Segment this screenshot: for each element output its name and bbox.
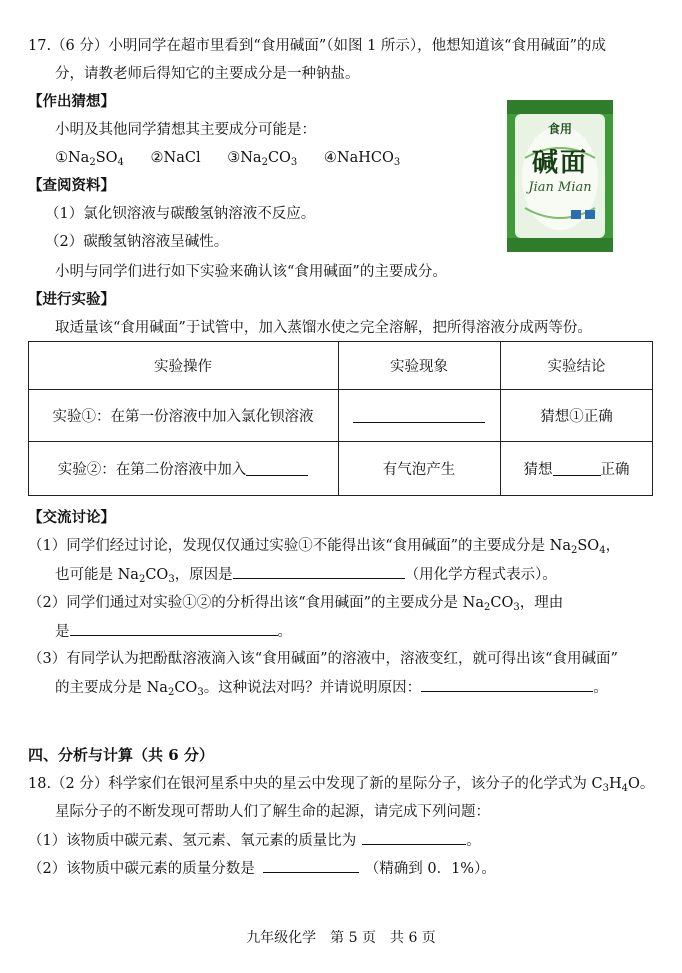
option-4: ④NaHCO$_3$ [323,150,401,168]
disc-1-answer-blank[interactable] [233,564,405,579]
option-3: $③Na_2CO_3$ [227,150,298,168]
q18-sub2-blank[interactable] [263,858,359,873]
section4-title: 四、分析与计算（共 6 分） [28,746,214,764]
q18-sub1-blank[interactable] [362,830,466,845]
q18-sub2: （2）该物质中碳元素的质量分数是 （精确到 0．1%）。 [28,858,496,879]
q17-intro-line2: 分，请教老师后得知它的主要成分是一种钠盐。 [55,66,360,82]
ref-item-1: （1）氯化钡溶液与碳酸氢钠溶液不反应。 [45,206,316,222]
ref-item-2: （2）碳酸氢钠溶液呈碱性。 [45,234,229,250]
row2-phenomenon: 有气泡产生 [382,461,456,478]
disc-3-answer-blank[interactable] [421,677,593,692]
option-1: $①Na_2SO_4$ [55,150,124,168]
q17-intro-line1: 17.（6 分）小明同学在超市里看到“食用碱面”（如图 1 所示），他想知道该“食用碱面”的成 [28,38,606,54]
disc-1-line2: 也可能是 $Na_2CO_3$，原因是 （用化学方程式表示）。 [55,564,557,585]
experiment-table [28,341,653,496]
guess-options [55,148,400,168]
section-disc-heading: 【交流讨论】 [28,509,115,526]
page-footer: 九年级化学 第 5 页 共 6 页 [246,930,436,946]
table-header-conclusion: 实验结论 [547,358,606,375]
disc-2-answer-blank[interactable] [70,621,278,636]
row2-conclusion-blank[interactable] [553,461,601,476]
package-label-roman: Jian Mian [528,180,592,195]
disc-2-line2: 是 。 [55,621,292,642]
section-guess-heading: 【作出猜想】 [28,93,115,110]
ref-tail: 小明与同学们进行如下实验来确认该“食用碱面”的主要成分。 [55,264,447,280]
package-label-top: 食用 [547,122,572,136]
exp-intro: 取适量该“食用碱面”于试管中，加入蒸馏水使之完全溶解，把所得溶液分成两等份。 [55,320,592,336]
row2-operation-blank[interactable] [246,461,308,476]
table-header-operation: 实验操作 [154,358,212,375]
row1-operation: 实验①：在第一份溶液中加入氯化钡溶液 [52,408,314,425]
guess-line: 小明及其他同学猜想其主要成分可能是： [55,122,316,138]
disc-2-line1: （2）同学们通过对实验①②的分析得出该“食用碱面”的主要成分是 $Na_2CO_3$，理由 [28,595,564,613]
q18-sub1: （1）该物质中碳元素、氢元素、氧元素的质量比为 。 [28,830,481,851]
disc-1-line1: （1）同学们经过讨论，发现仅仅通过实验①不能得出该“食用碱面”的主要成分是 $Na_2SO_4$， [28,538,621,556]
soda-package-image [505,98,615,254]
section-ref-heading: 【查阅资料】 [28,177,115,194]
section-exp-heading: 【进行实验】 [28,291,115,308]
row2-operation: 实验②：在第二份溶液中加入 [28,441,338,495]
table-header-phenomenon: 实验现象 [390,358,448,375]
disc-3-line2: 的主要成分是 $Na_2CO_3$。这种说法对吗？并请说明原因： 。 [55,677,608,698]
package-label-main: 碱面 [531,148,588,178]
disc-3-line1: （3）有同学认为把酚酞溶液滴入该“食用碱面”的溶液中，溶液变红，就可得出该“食用碱面” [28,651,618,667]
row1-phenomenon-blank[interactable] [338,389,500,441]
option-2: ②NaCl [150,150,201,166]
q18-line2: 星际分子的不断发现可帮助人们了解生命的起源，请完成下列问题： [55,804,490,820]
row2-conclusion: 猜想 正确 [523,461,630,478]
row1-conclusion: 猜想①正确 [540,408,613,425]
q18-line1: 18.（2 分）科学家们在银河星系中央的星云中发现了新的星际分子，该分子的化学式为 $C_3H_4O$。 [28,776,655,794]
